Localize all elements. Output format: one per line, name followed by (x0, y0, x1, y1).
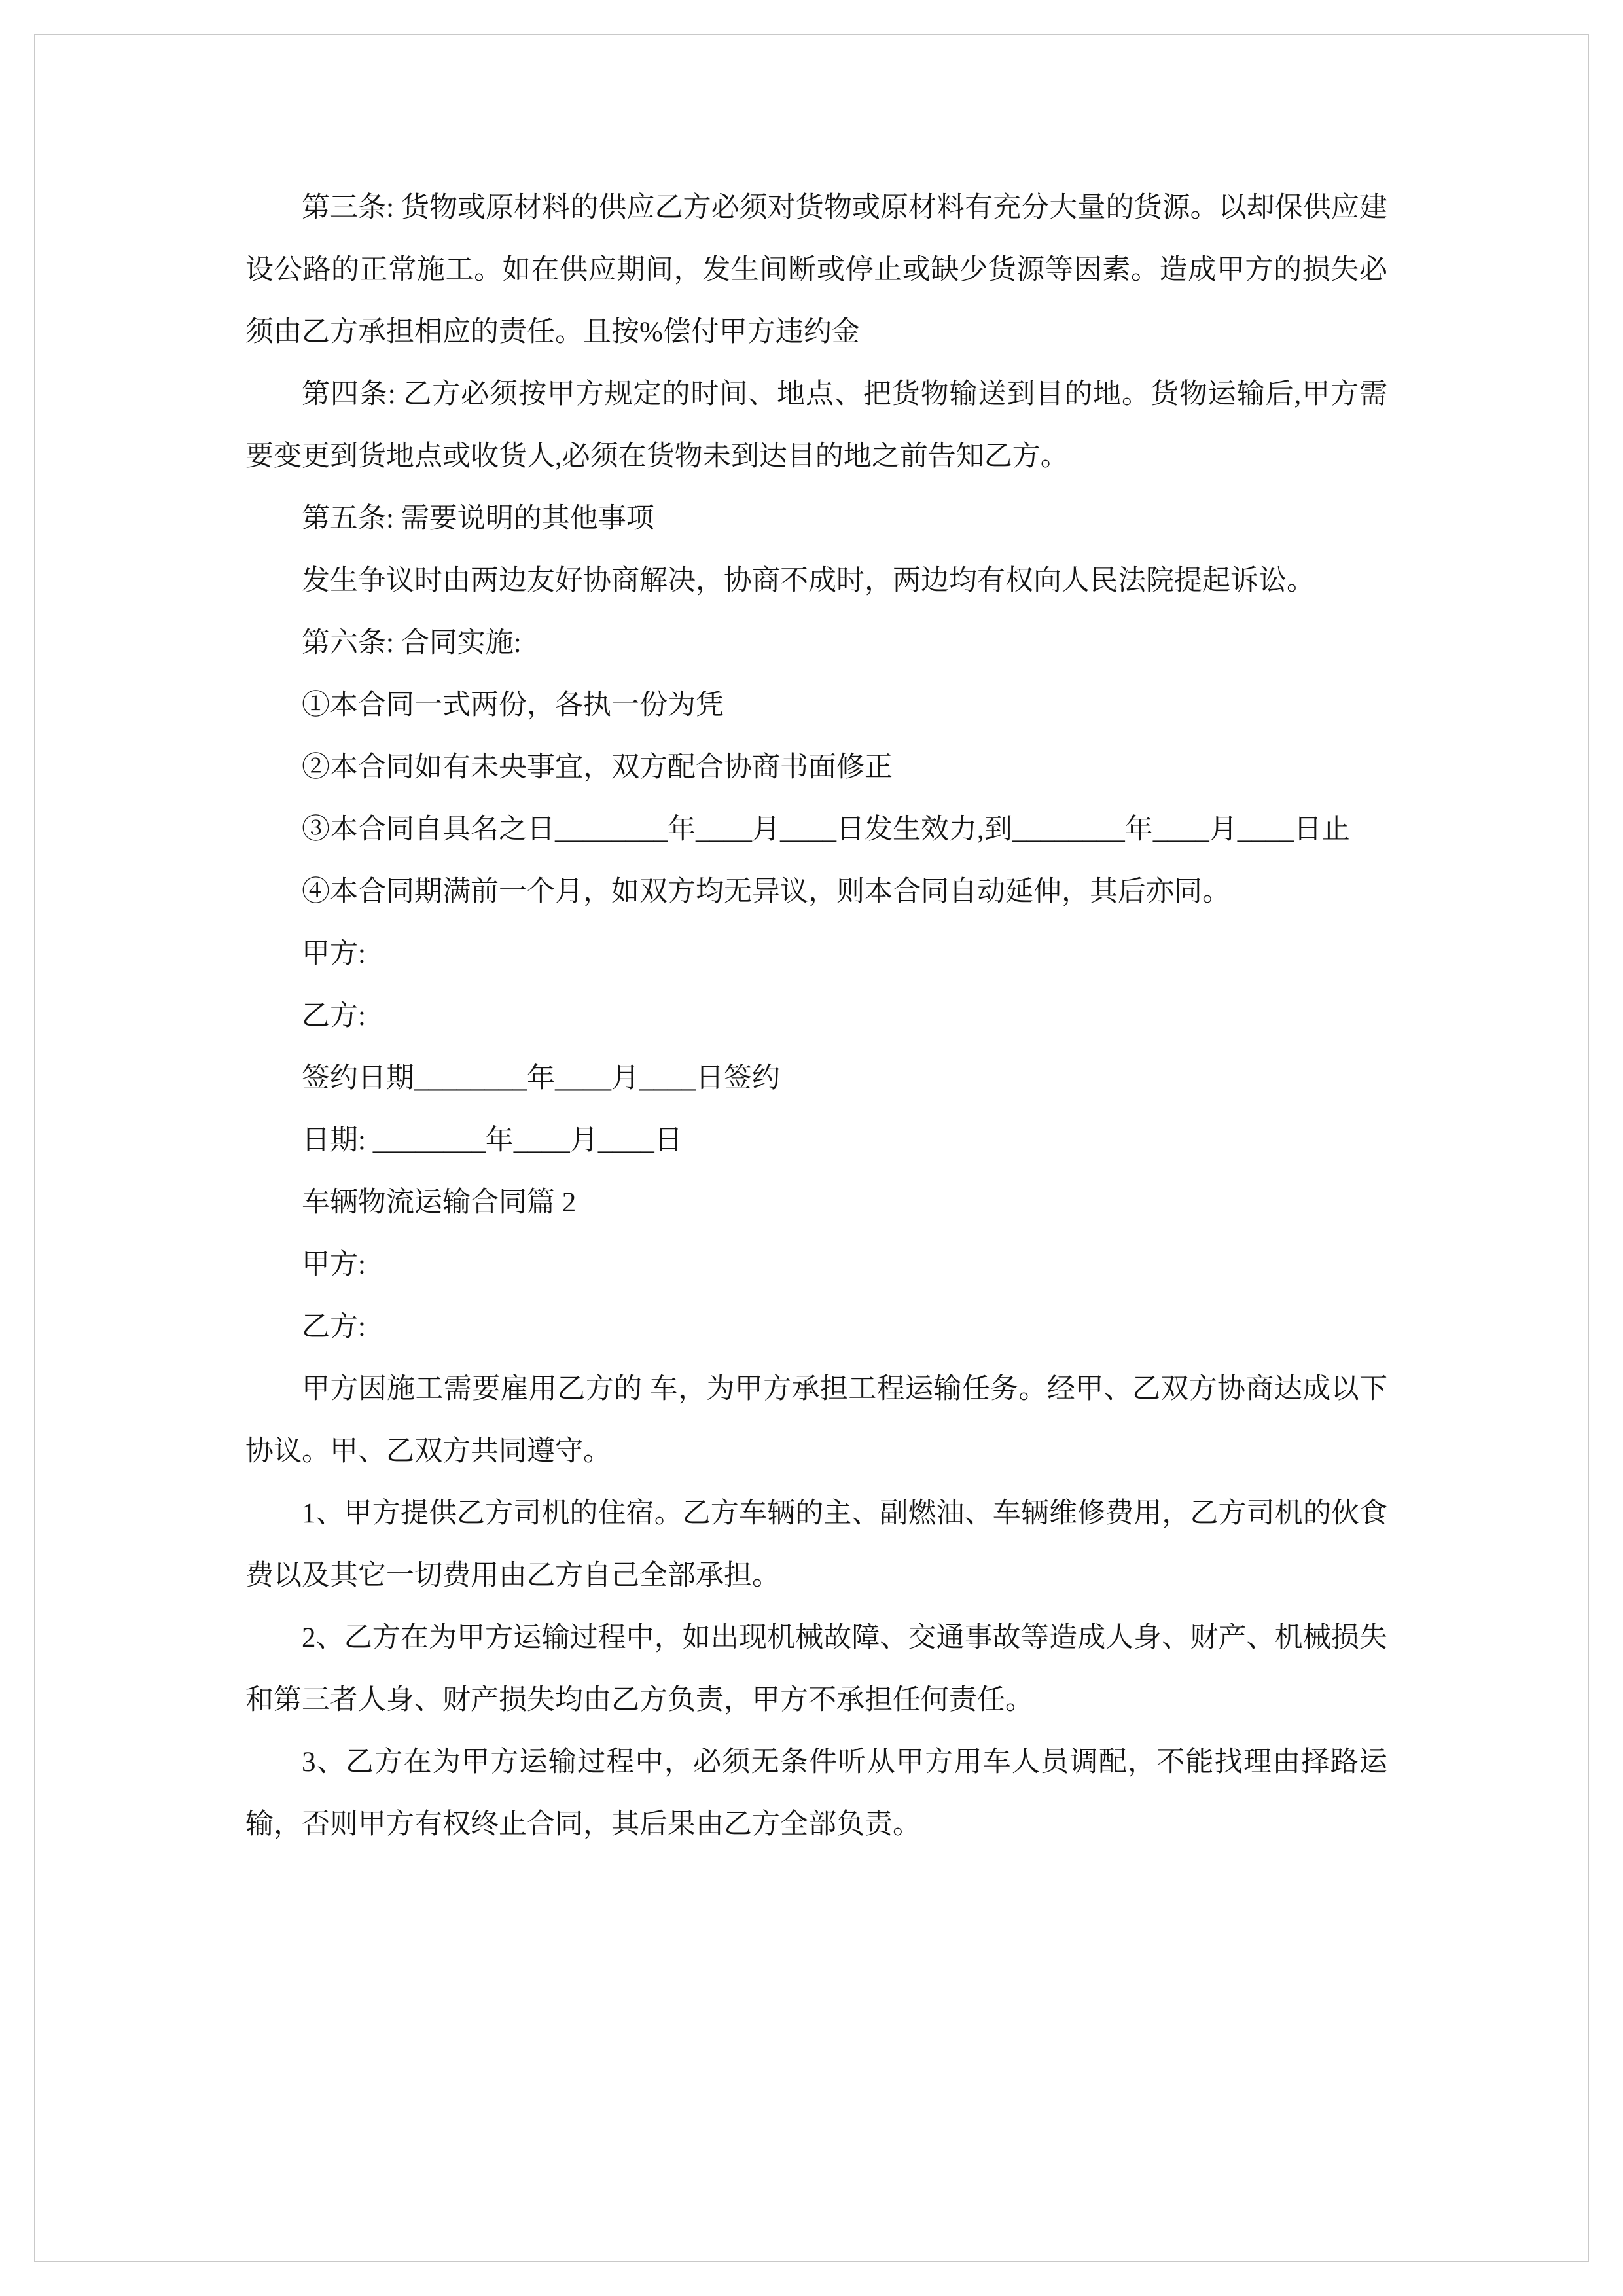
paragraph: ②本合同如有未央事宜，双方配合协商书面修正 (302, 752, 893, 783)
paragraph: 第五条: 需要说明的其他事项 (302, 503, 654, 534)
paragraph: 第三条: 货物或原材料的供应乙方必须对货物或原材料有充分大量的货源。以却保供应建设公路的正常施工。如在供应期间，发生间断或停止或缺少货源等因素。造成甲方的损失必须由乙方承担相应的责任。且按%偿付甲方违约金 (245, 192, 1387, 348)
paragraph: ①本合同一式两份，各执一份为凭 (302, 690, 724, 721)
paragraph: 乙方: (302, 1001, 366, 1031)
paragraph: 3、乙方在为甲方运输过程中，必须无条件听从甲方用车人员调配，不能找理由择路运输，否则甲方有权终止合同，其后果由乙方全部负责。 (245, 1747, 1387, 1840)
paragraph: ③本合同自具名之日________年____月____日发生效力,到________年____月____日止 (302, 814, 1350, 845)
paragraph: 第四条: 乙方必须按甲方规定的时间、地点、把货物输送到目的地。货物运输后,甲方需要变更到货地点或收货人,必须在货物未到达目的地之前告知乙方。 (245, 379, 1387, 472)
paragraph: 日期: ________年____月____日 (302, 1125, 683, 1156)
paragraph: 2、乙方在为甲方运输过程中，如出现机械故障、交通事故等造成人身、财产、机械损失和第三者人身、财产损失均由乙方负责，甲方不承担任何责任。 (245, 1623, 1387, 1715)
paragraph: 发生争议时由两边友好协商解决，协商不成时，两边均有权向人民法院提起诉讼。 (302, 565, 1315, 596)
paragraph: 1、甲方提供乙方司机的住宿。乙方车辆的主、副燃油、车辆维修费用，乙方司机的伙食费以及其它一切费用由乙方自己全部承担。 (245, 1498, 1387, 1591)
paragraph: 甲方: (302, 939, 366, 969)
paragraph: 乙方: (302, 1312, 366, 1342)
paragraph: 签约日期________年____月____日签约 (302, 1063, 780, 1094)
paragraph: 第六条: 合同实施: (302, 628, 522, 658)
paragraph: 车辆物流运输合同篇 2 (302, 1187, 577, 1218)
paragraph: 甲方: (302, 1249, 366, 1280)
document-body (245, 177, 1387, 1856)
paragraph: ④本合同期满前一个月，如双方均无异议，则本合同自动延伸，其后亦同。 (302, 876, 1230, 907)
paragraph: 甲方因施工需要雇用乙方的 车，为甲方承担工程运输任务。经甲、乙双方协商达成以下协议。甲、乙双方共同遵守。 (245, 1374, 1387, 1467)
